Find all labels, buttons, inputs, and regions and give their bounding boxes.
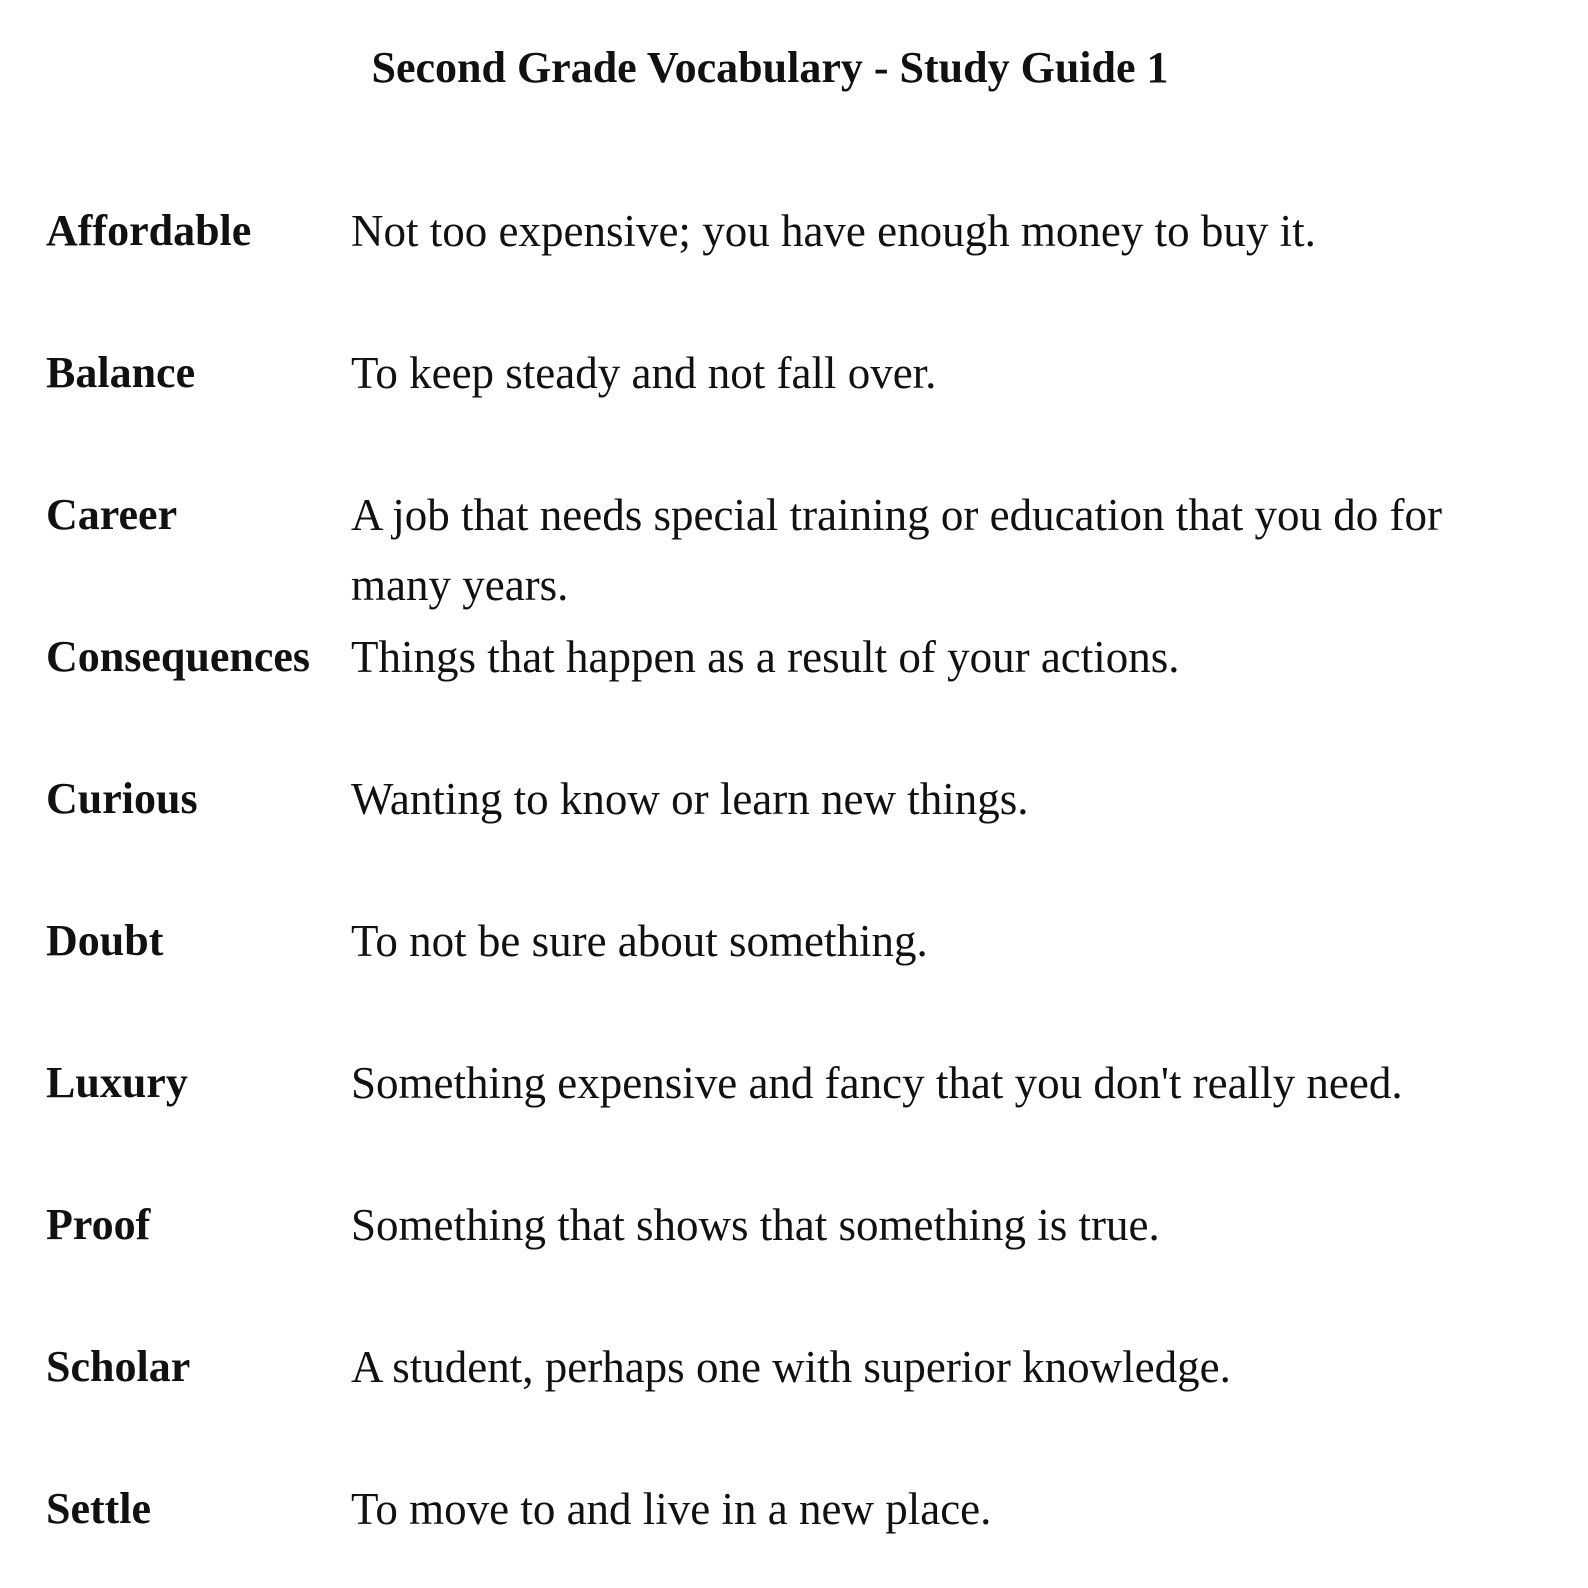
vocab-definition: To keep steady and not fall over. bbox=[351, 348, 937, 398]
vocab-term: Career bbox=[46, 490, 178, 539]
vocab-definition: To move to and live in a new place. bbox=[351, 1484, 992, 1534]
vocab-term: Settle bbox=[46, 1484, 152, 1533]
vocab-term: Curious bbox=[46, 774, 198, 823]
vocab-definition: Things that happen as a result of your actions. bbox=[351, 632, 1180, 682]
vocab-term: Consequences bbox=[46, 632, 311, 681]
vocab-term: Affordable bbox=[46, 206, 252, 255]
vocab-definition: Wanting to know or learn new things. bbox=[351, 774, 1029, 824]
vocab-term: Balance bbox=[46, 348, 196, 397]
vocab-term: Proof bbox=[46, 1200, 151, 1249]
vocab-definition: A student, perhaps one with superior knowledge. bbox=[351, 1342, 1231, 1392]
vocab-term: Luxury bbox=[46, 1058, 188, 1107]
vocab-term: Scholar bbox=[46, 1342, 191, 1391]
vocab-definition: A job that needs special training or education that you do for many years. bbox=[351, 490, 1442, 610]
vocab-definition: Not too expensive; you have enough money to buy it. bbox=[351, 206, 1316, 256]
vocab-definition: Something that shows that something is true. bbox=[351, 1200, 1160, 1250]
vocab-definition: Something expensive and fancy that you don't really need. bbox=[351, 1058, 1403, 1108]
vocab-definition: To not be sure about something. bbox=[351, 916, 928, 966]
page-title: Second Grade Vocabulary - Study Guide 1 bbox=[371, 43, 1169, 92]
vocab-term: Doubt bbox=[46, 916, 164, 965]
